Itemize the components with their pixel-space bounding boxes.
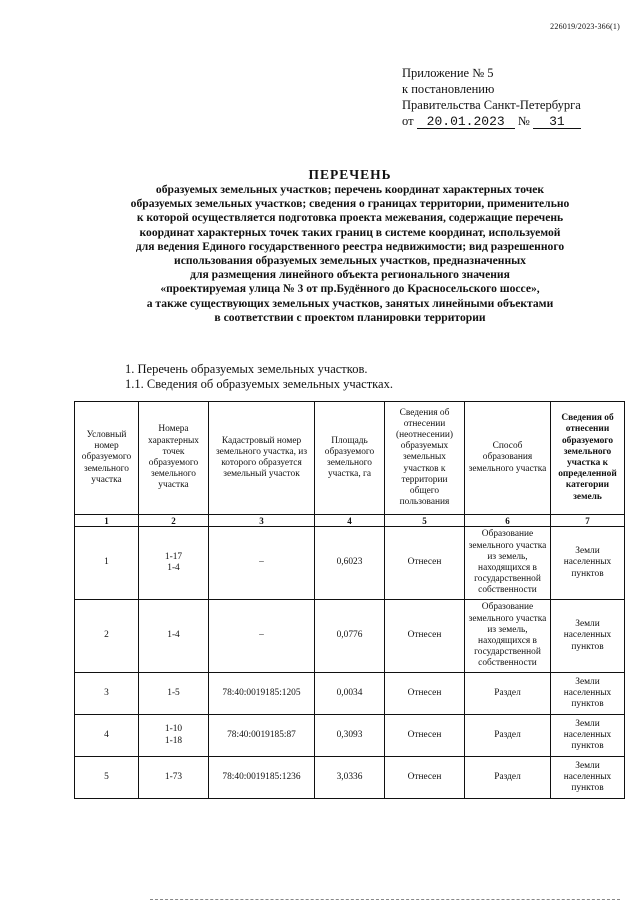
title-line: а также существующих земельных участков, занятых линейными объектами: [146, 296, 554, 310]
column-number-row: [75, 515, 625, 527]
header-cell: Сведения об отнесении образуемого земельного участка к определенной категории земель: [551, 402, 625, 515]
cell-points: [139, 600, 209, 673]
table-row: [75, 715, 625, 757]
table-row: [75, 757, 625, 799]
header-cell: Кадастровый номер земельного участка, из которого образуется земельный участок: [209, 402, 315, 515]
cell-id: 2: [75, 600, 139, 673]
header-cell: Номера характерных точек образуемого земельного участка: [139, 402, 209, 515]
cell-area: 0,6023: [315, 527, 385, 600]
cell-id: 4: [75, 715, 139, 757]
cell-public: Отнесен: [385, 527, 465, 600]
points-line: 1-5: [167, 687, 180, 698]
cell-area: 0,0776: [315, 600, 385, 673]
cell-method: Раздел: [465, 715, 551, 757]
section-heading-1-1: 1.1. Сведения об образуемых земельных участках.: [125, 377, 393, 391]
column-number: 4: [315, 515, 385, 527]
column-number: 1: [75, 515, 139, 527]
title-line: для ведения Единого государственного реестра недвижимости; вид разрешенного: [135, 239, 565, 253]
appendix-date-line: [402, 113, 581, 129]
section-heading-1: 1. Перечень образуемых земельных участков.: [125, 362, 368, 376]
header-cell: Сведения об отнесении (неотнесении) образуемых земельных участков к территории общего пользования: [385, 402, 465, 515]
appendix-line-3: Правительства Санкт-Петербурга: [402, 98, 581, 112]
title-line: образуемых земельных участков; сведения о границах территории, применительно: [130, 197, 570, 211]
appendix-block: [402, 65, 581, 129]
title-line: к которой осуществляется подготовка проекта межевания, содержащие перечень: [136, 211, 564, 225]
cell-method: Раздел: [465, 757, 551, 799]
header-cell: Условный номер образуемого земельного участка: [75, 402, 139, 515]
cell-public: Отнесен: [385, 757, 465, 799]
date-prefix: от: [402, 114, 414, 128]
header-cell: Площадь образуемого земельного участка, га: [315, 402, 385, 515]
cell-method: Раздел: [465, 673, 551, 715]
cell-cadastral: 78:40:0019185:1205: [209, 673, 315, 715]
cell-area: 3,0336: [315, 757, 385, 799]
points-line: 1-18: [164, 735, 183, 746]
cell-category: Земли населенных пунктов: [551, 600, 625, 673]
cell-cadastral: –: [209, 600, 315, 673]
cell-id: 5: [75, 757, 139, 799]
column-number: 5: [385, 515, 465, 527]
column-number: 7: [551, 515, 625, 527]
cell-category: Земли населенных пунктов: [551, 715, 625, 757]
table-row: [75, 527, 625, 600]
points-line: 1-4: [167, 630, 180, 641]
points-line: 1-10: [164, 724, 183, 735]
resolution-date: 20.01.2023: [417, 115, 515, 129]
cell-cadastral: –: [209, 527, 315, 600]
cell-method: Образование земельного участка из земель, находящихся в государственной собственности: [465, 600, 551, 673]
cell-public: Отнесен: [385, 673, 465, 715]
title-line: образуемых земельных участков; перечень координат характерных точек: [155, 183, 545, 196]
title-heading: ПЕРЕЧЕНЬ: [308, 167, 392, 182]
cell-public: Отнесен: [385, 600, 465, 673]
cell-area: 0,3093: [315, 715, 385, 757]
cell-category: Земли населенных пунктов: [551, 757, 625, 799]
table-row: [75, 600, 625, 673]
appendix-line-2: к постановлению: [402, 82, 495, 96]
appendix-line-1: Приложение № 5: [402, 66, 494, 80]
title-line: координат характерных точек таких границ в системе координат, используемой: [139, 225, 561, 239]
header-cell: Способ образования земельного участка: [465, 402, 551, 515]
document-number: 226019/2023-366(1): [550, 22, 620, 31]
cell-points: [139, 527, 209, 600]
column-number: 2: [139, 515, 209, 527]
cell-points: [139, 673, 209, 715]
points-line: 1-17: [164, 551, 183, 562]
cell-cadastral: 78:40:0019185:1236: [209, 757, 315, 799]
cell-points: [139, 757, 209, 799]
cell-category: Земли населенных пунктов: [551, 673, 625, 715]
cell-public: Отнесен: [385, 715, 465, 757]
land-plots-table: [74, 401, 625, 799]
cell-method: Образование земельного участка из земель, находящихся в государственной собственности: [465, 527, 551, 600]
title-line: использования образуемых земельных участков, предназначенных: [174, 254, 526, 268]
number-prefix: №: [517, 114, 530, 128]
title-line: «проектируемая улица № 3 от пр.Будённого до Красносельского шоссе»,: [160, 282, 540, 296]
title-line: для размещения линейного объекта регионального значения: [190, 268, 510, 282]
cell-category: Земли населенных пунктов: [551, 527, 625, 600]
resolution-number: 31: [533, 115, 581, 129]
table-header-row: [75, 402, 625, 515]
column-number: 6: [465, 515, 551, 527]
points-line: 1-4: [167, 563, 180, 573]
page-bottom-divider: [150, 899, 620, 900]
points-line: 1-73: [164, 771, 183, 782]
cell-id: 1: [75, 527, 139, 600]
title-line: в соответствии с проектом планировки территории: [214, 310, 486, 324]
cell-cadastral: 78:40:0019185:87: [209, 715, 315, 757]
document-title: [70, 166, 630, 325]
cell-id: 3: [75, 673, 139, 715]
cell-area: 0,0034: [315, 673, 385, 715]
column-number: 3: [209, 515, 315, 527]
table-row: [75, 673, 625, 715]
cell-points: [139, 715, 209, 757]
